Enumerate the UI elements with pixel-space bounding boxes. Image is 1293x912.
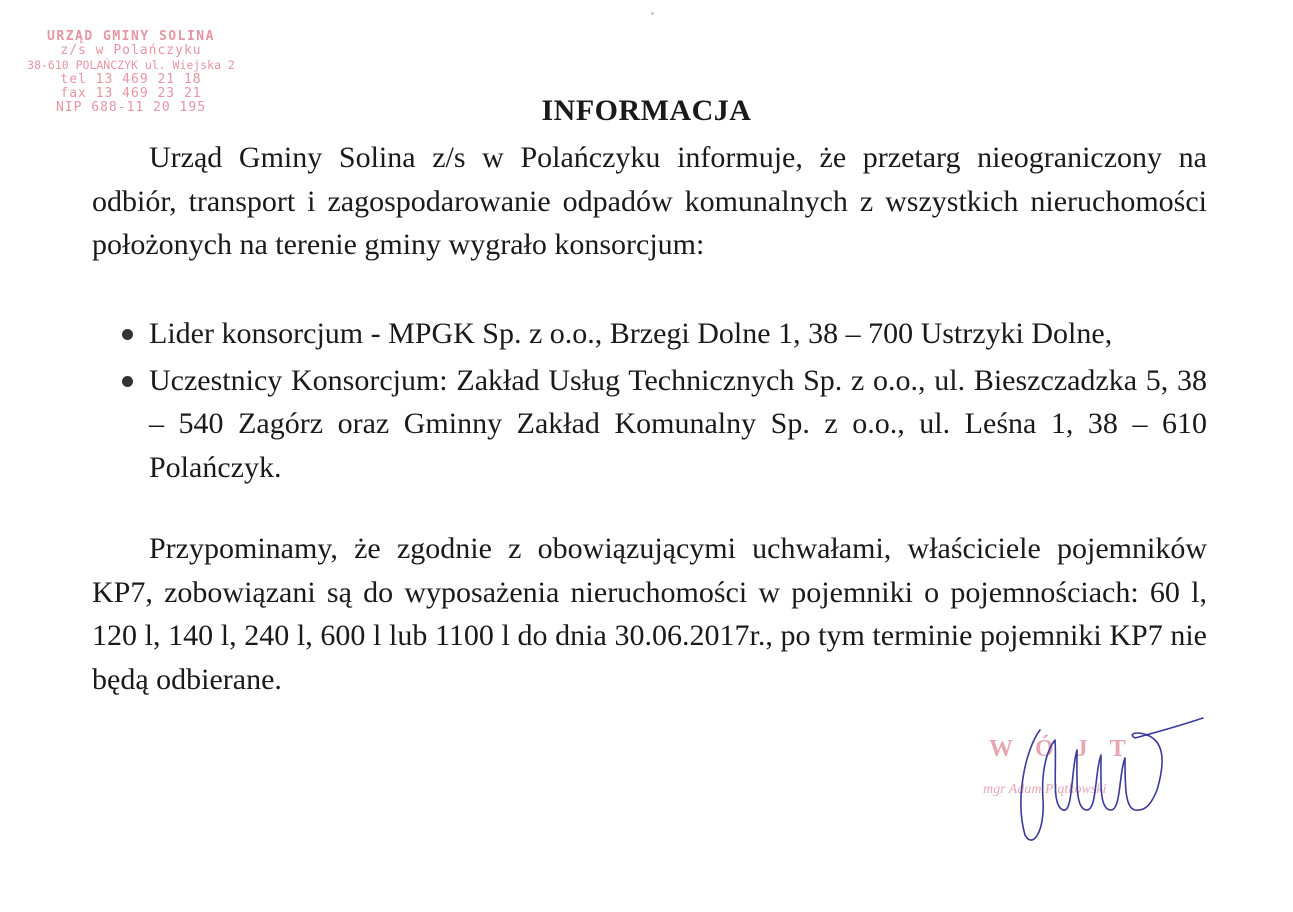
stamp-person-name: mgr Adam Piątkowski bbox=[983, 782, 1107, 797]
handwritten-signature bbox=[985, 710, 1215, 850]
list-item-text: Lider konsorcjum - MPGK Sp. z o.o., Brzegi Dolne 1, 38 – 700 Ustrzyki Dolne, bbox=[149, 317, 1113, 350]
intro-paragraph: Urząd Gminy Solina z/s w Polańczyku informuje, że przetarg nieograniczony na odbiór, transport i zagospodarowanie odpadów komunalnych z wszystkich nieruchomości położonych na terenie gminy wygrało konsorcjum: bbox=[92, 141, 1207, 261]
list-item-text: Uczestnicy Konsorcjum: Zakład Usług Technicznych Sp. z o.o., ul. Bieszczadzka 5, 38 – 540 Zagórz oraz Gminny Zakład Komunalny Sp. z o.o., ul. Leśna 1, 38 – 610 Polańczyk. bbox=[149, 363, 1207, 484]
list-item bbox=[92, 312, 1207, 356]
stamp-phone: tel 13 469 21 18 bbox=[60, 71, 202, 87]
scan-speck bbox=[651, 12, 654, 15]
document-title: INFORMACJA bbox=[541, 94, 752, 127]
stamp-address: 38-610 POLAŃCZYK ul. Wiejska 2 bbox=[27, 58, 235, 73]
stamp-seat: z/s w Polańczyku bbox=[60, 43, 202, 59]
reminder-paragraph: Przypominamy, że zgodnie z obowiązującymi uchwałami, właściciele pojemników KP7, zobowiązani są do wyposażenia nieruchomości w pojemniki o pojemnościach: 60 l, 120 l, 140 l, 240 l, 600 l lub 1100 l do dnia 30.06.2017r., po tym terminie pojemniki KP7 nie będą odbierane. bbox=[92, 532, 1207, 696]
stamp-role: WÓJT bbox=[989, 736, 1148, 762]
stamp-office-name: URZĄD GMINY SOLINA bbox=[47, 29, 215, 44]
stamp-fax: fax 13 469 23 21 bbox=[60, 85, 202, 101]
bullet-icon bbox=[122, 329, 133, 340]
list-item bbox=[92, 359, 1207, 490]
stamp-nip: NIP 688-11 20 195 bbox=[55, 100, 207, 116]
bullet-icon bbox=[122, 376, 133, 387]
consortium-list bbox=[92, 312, 1207, 492]
